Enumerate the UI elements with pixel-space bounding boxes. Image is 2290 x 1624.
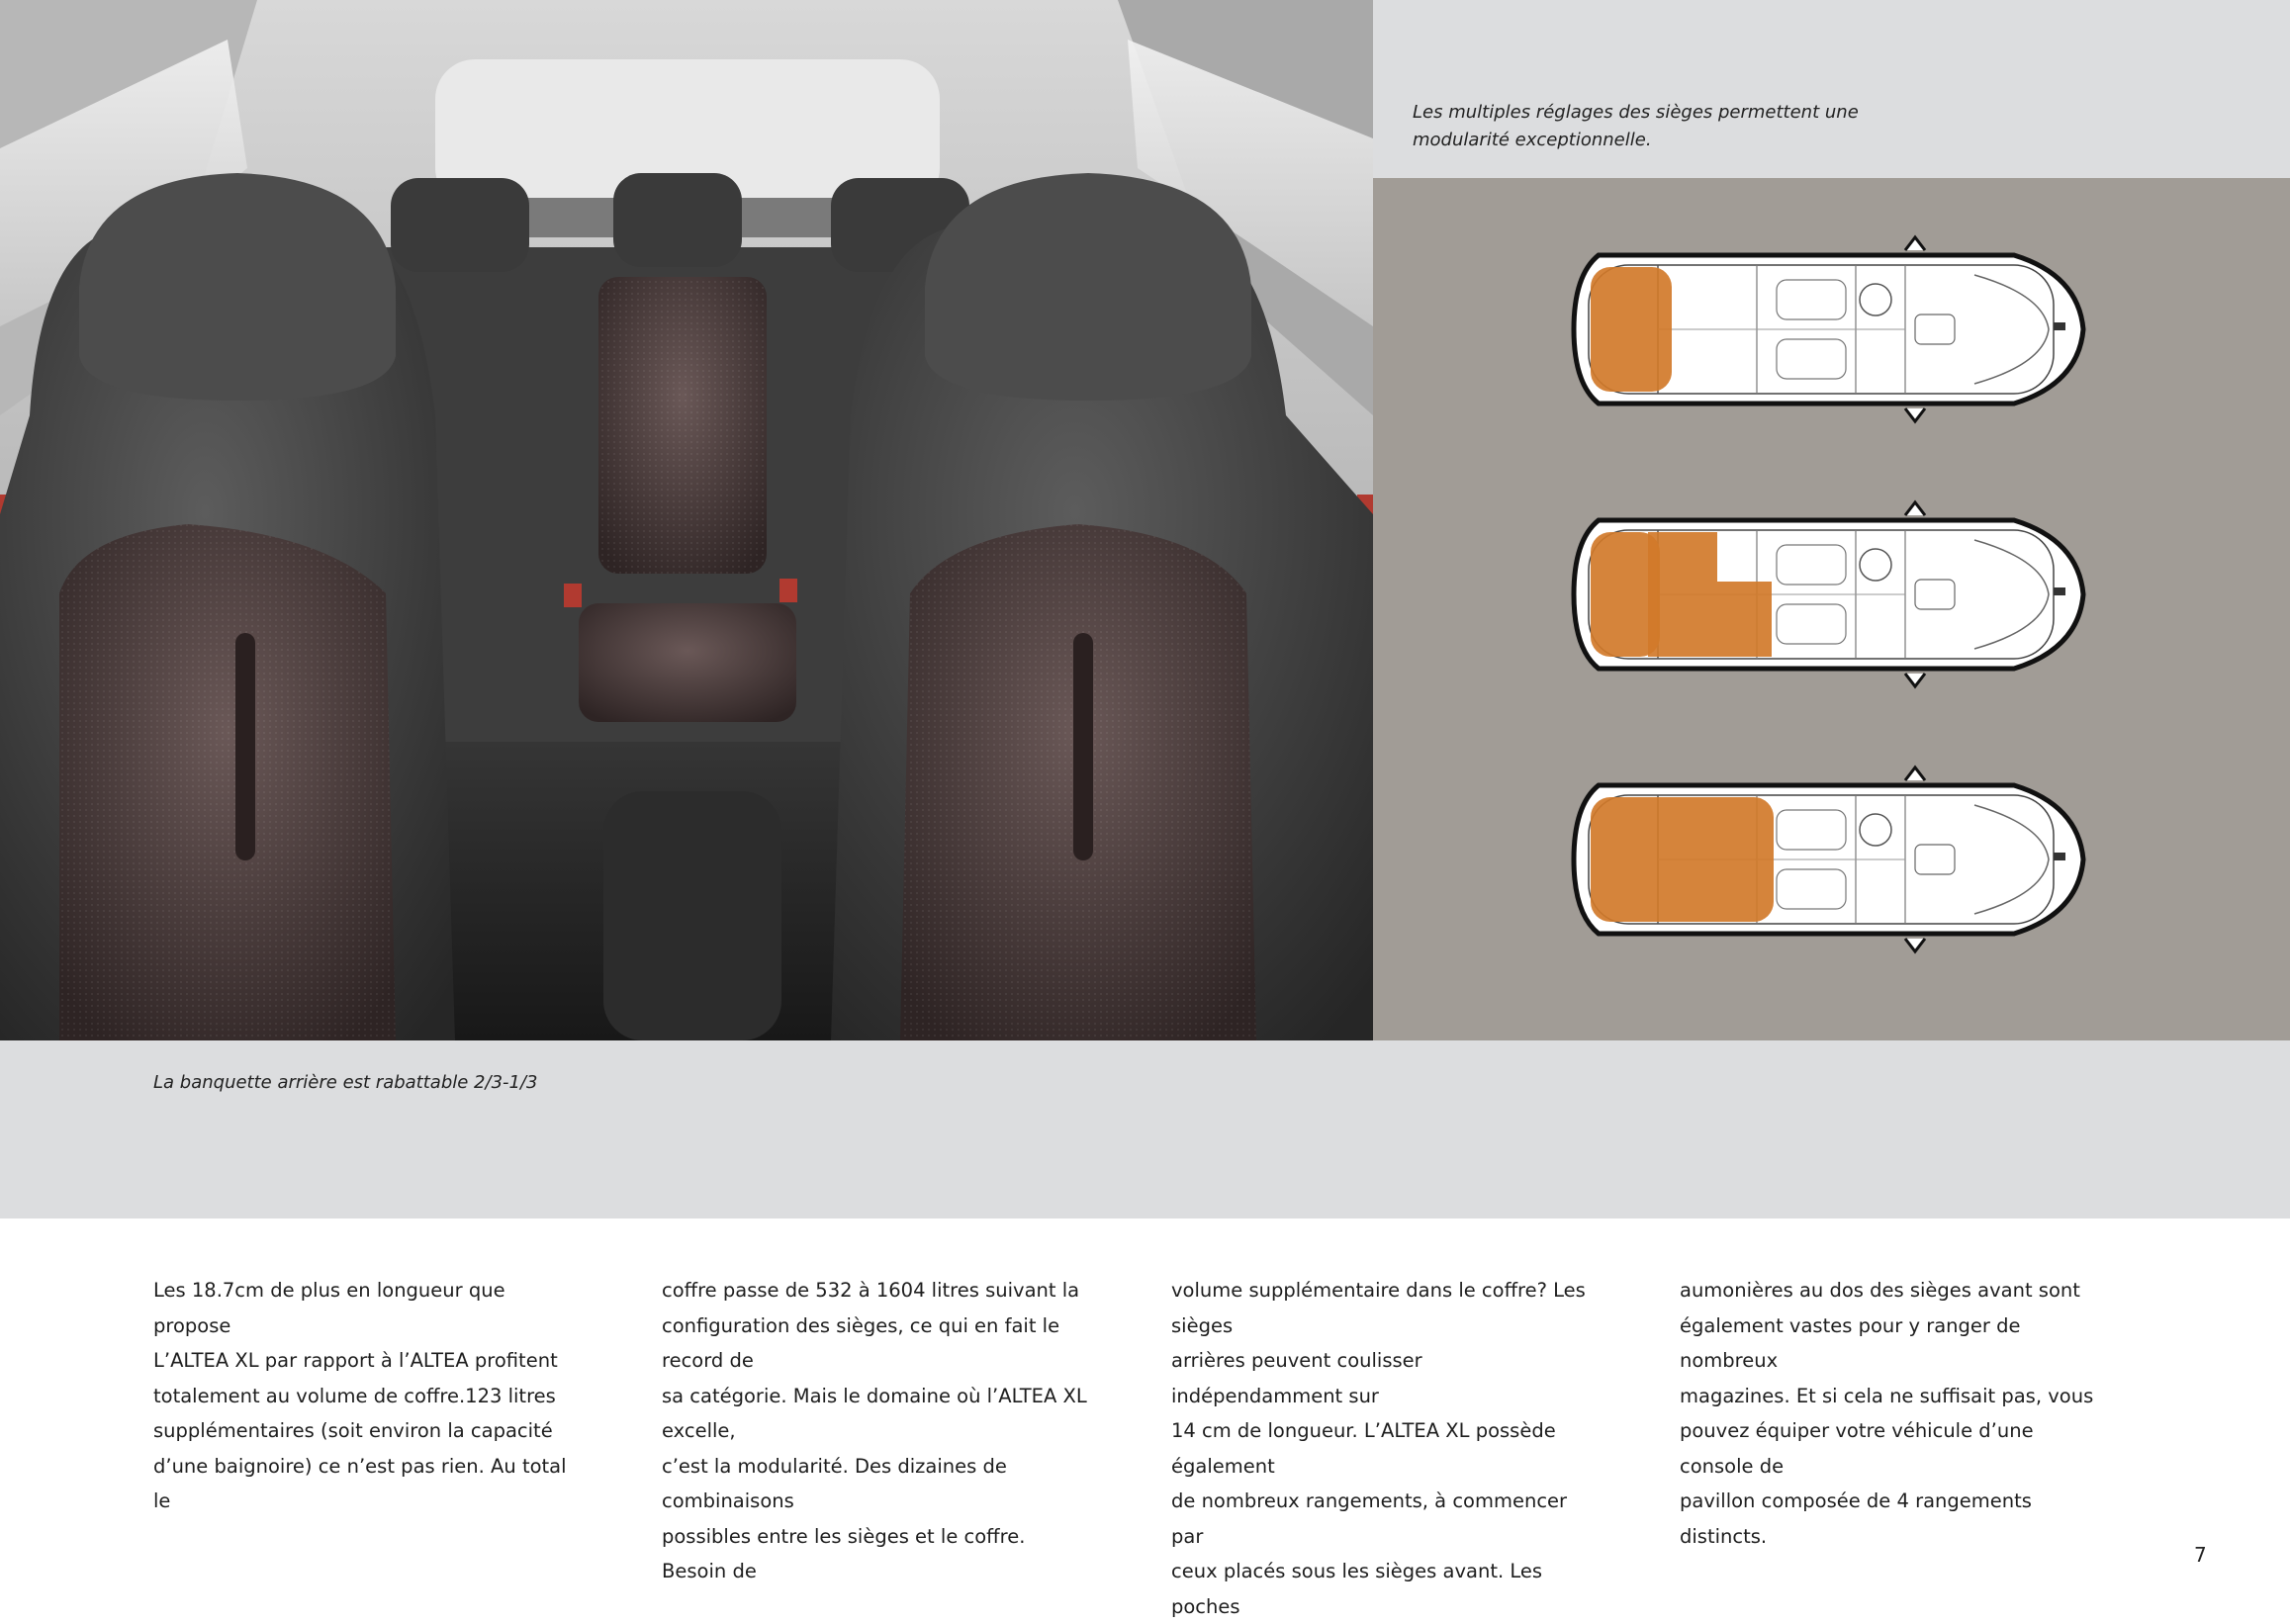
text-line: Les 18.7cm de plus en longueur que propose: [153, 1279, 505, 1337]
car-diagram-3: [1574, 767, 2083, 951]
text-line: pouvez équiper votre véhicule d’une console de: [1680, 1419, 2034, 1478]
text-line: de nombreux rangements, à commencer par: [1171, 1489, 1568, 1548]
caption-band: [0, 1040, 2290, 1218]
seat-configuration-panel: [1373, 178, 2290, 1040]
text-column-1: [153, 1273, 579, 1519]
text-line: d’une baignoire) ce n’est pas rien. Au total le: [153, 1454, 567, 1512]
text-line: pavillon composée de 4 rangements distincts.: [1680, 1489, 2032, 1548]
car-diagram-1: [1574, 237, 2083, 421]
text-line: possibles entre les sièges et le coffre. Besoin de: [662, 1524, 1026, 1582]
text-line: ceux placés sous les sièges avant. Les poches: [1171, 1560, 1543, 1618]
car-diagram-2: [1574, 502, 2083, 686]
text-line: sa catégorie. Mais le domaine où l’ALTEA XL excelle,: [662, 1384, 1087, 1442]
text-line: volume supplémentaire dans le coffre? Les sièges: [1171, 1279, 1586, 1337]
text-line: aumonières au dos des sièges avant sont: [1680, 1279, 2080, 1302]
text-line: arrières peuvent coulisser indépendamment sur: [1171, 1349, 1422, 1407]
text-line: 14 cm de longueur. L’ALTEA XL possède également: [1171, 1419, 1556, 1478]
text-column-2: [662, 1273, 1087, 1589]
text-line: magazines. Et si cela ne suffisait pas, vous: [1680, 1384, 2094, 1407]
text-column-3: [1171, 1273, 1597, 1624]
text-line: coffre passe de 532 à 1604 litres suivant la: [662, 1279, 1080, 1302]
car-rear-seats-photo: [0, 0, 1373, 1040]
text-line: supplémentaires (soit environ la capacité: [153, 1419, 553, 1442]
diagram-caption-line-1: Les multiples réglages des sièges permettent une: [1413, 102, 1859, 123]
text-line: c’est la modularité. Des dizaines de combinaisons: [662, 1454, 1007, 1512]
text-line: également vastes pour y ranger de nombreux: [1680, 1313, 2021, 1372]
page-number: 7: [2194, 1543, 2207, 1567]
photo-caption: La banquette arrière est rabattable 2/3-1/3: [153, 1072, 538, 1093]
text-line: L’ALTEA XL par rapport à l’ALTEA profitent: [153, 1349, 558, 1372]
diagram-caption-line-2: modularité exceptionnelle.: [1413, 130, 1652, 150]
car-top-view-diagrams: [1373, 178, 2290, 1040]
text-line: configuration des sièges, ce qui en fait le record de: [662, 1313, 1060, 1372]
diagram-caption: [1413, 99, 1927, 154]
text-line: totalement au volume de coffre.123 litres: [153, 1384, 556, 1407]
text-column-4: [1680, 1273, 2105, 1554]
